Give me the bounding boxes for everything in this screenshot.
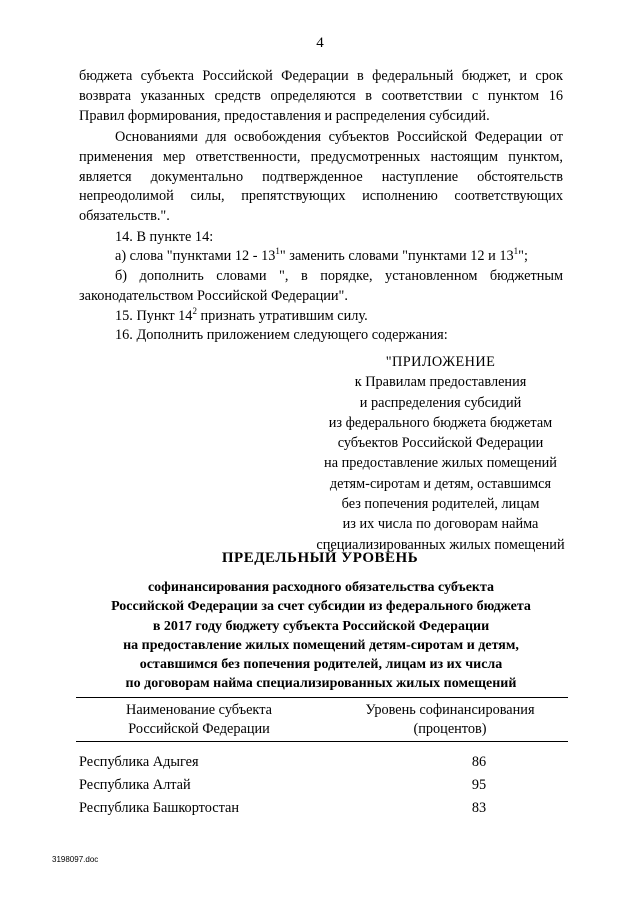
table-header-rule (76, 741, 568, 742)
appendix-line: из федерального бюджета бюджетам (328, 414, 553, 431)
item-14-a (115, 247, 528, 267)
table-header-level (335, 701, 565, 739)
appendix-line: из их числа по договорам найма (342, 516, 539, 533)
appendix-line: специализированных жилых помещений (316, 536, 565, 553)
paragraph-budget-return: бюджета субъекта Российской Федерации в федеральный бюджет, и срок возврата указанных средств определяются в соответствии с пунктом 16 Правил формирования, предоставления и распределения субсидий. (79, 68, 563, 124)
document-title: ПРЕДЕЛЬНЫЙ УРОВЕНЬ (221, 550, 419, 566)
appendix-line: субъектов Российской Федерации (337, 435, 544, 452)
item-14-heading: 14. В пункте 14: (115, 229, 214, 245)
table-row (79, 799, 563, 819)
region-name: Республика Адыгея (79, 754, 199, 770)
cofinancing-level: 86 (471, 754, 487, 770)
subtitle-line: оставшимся без попечения родителей, лицам из их числа (139, 657, 503, 673)
subtitle-line: в 2017 году бюджету субъекта Российской Федерации (152, 618, 490, 634)
table-header-line: Российской Федерации (128, 721, 270, 737)
document-subtitle (79, 578, 563, 694)
item-16: 16. Дополнить приложением следующего содержания: (115, 327, 448, 343)
cofinancing-level: 95 (471, 777, 487, 793)
table-row (79, 753, 563, 773)
item-14-a-text-3: "; (518, 248, 528, 264)
region-name: Республика Башкортостан (79, 800, 239, 816)
superscript: 1 (275, 246, 280, 257)
appendix-heading: "ПРИЛОЖЕНИЕ (385, 354, 496, 370)
item-15-text-2: признать утратившим силу. (196, 308, 368, 324)
item-14-a-text-1: а) слова "пунктами 12 - 13 (115, 248, 276, 264)
superscript: 2 (192, 306, 197, 317)
cofinancing-level: 83 (471, 800, 487, 816)
table-top-rule (76, 697, 568, 698)
subtitle-line: софинансирования расходного обязательства субъекта (147, 580, 495, 595)
subtitle-line: Российской Федерации за счет субсидии из федерального бюджета (111, 599, 531, 615)
page-number: 4 (316, 35, 324, 51)
superscript: 1 (513, 246, 519, 257)
item-14-b: б) дополнить словами ", в порядке, установленном бюджетным законодательством Российской Федерации". (79, 268, 563, 304)
item-14-a-text-2: " заменить словами "пунктами 12 и 13 (279, 248, 514, 264)
subtitle-line: по договорам найма специализированных жилых помещений (125, 676, 517, 692)
region-name: Республика Алтай (79, 777, 191, 793)
table-header-region (79, 701, 319, 739)
appendix-line: к Правилам предоставления (354, 374, 527, 391)
appendix-line: без попечения родителей, лицам (341, 496, 540, 513)
item-15 (115, 307, 368, 327)
item-15-text-1: 15. Пункт 14 (115, 308, 193, 324)
subtitle-line: на предоставление жилых помещений детям-сиротам и детям, (123, 637, 519, 653)
paragraph-exemption-grounds: Основаниями для освобождения субъектов Российской Федерации от применения мер ответственности, предусмотренных настоящим пунктом, является документально подтвержденное наступление обстоятельств непреодолимой силы, препятствующих исполнению соответствующих обязательств.". (79, 129, 563, 225)
appendix-line: детям-сиротам и детям, оставшимся (329, 475, 552, 492)
table-header-line: Наименование субъекта (126, 702, 272, 718)
file-name-footer: 3198097.doc (52, 855, 99, 864)
table-header-line: (процентов) (413, 721, 487, 737)
appendix-block (298, 352, 583, 555)
appendix-line: и распределения субсидий (359, 394, 522, 411)
table-header-line: Уровень софинансирования (365, 702, 535, 718)
table-row (79, 776, 563, 796)
appendix-line: на предоставление жилых помещений (324, 455, 557, 472)
